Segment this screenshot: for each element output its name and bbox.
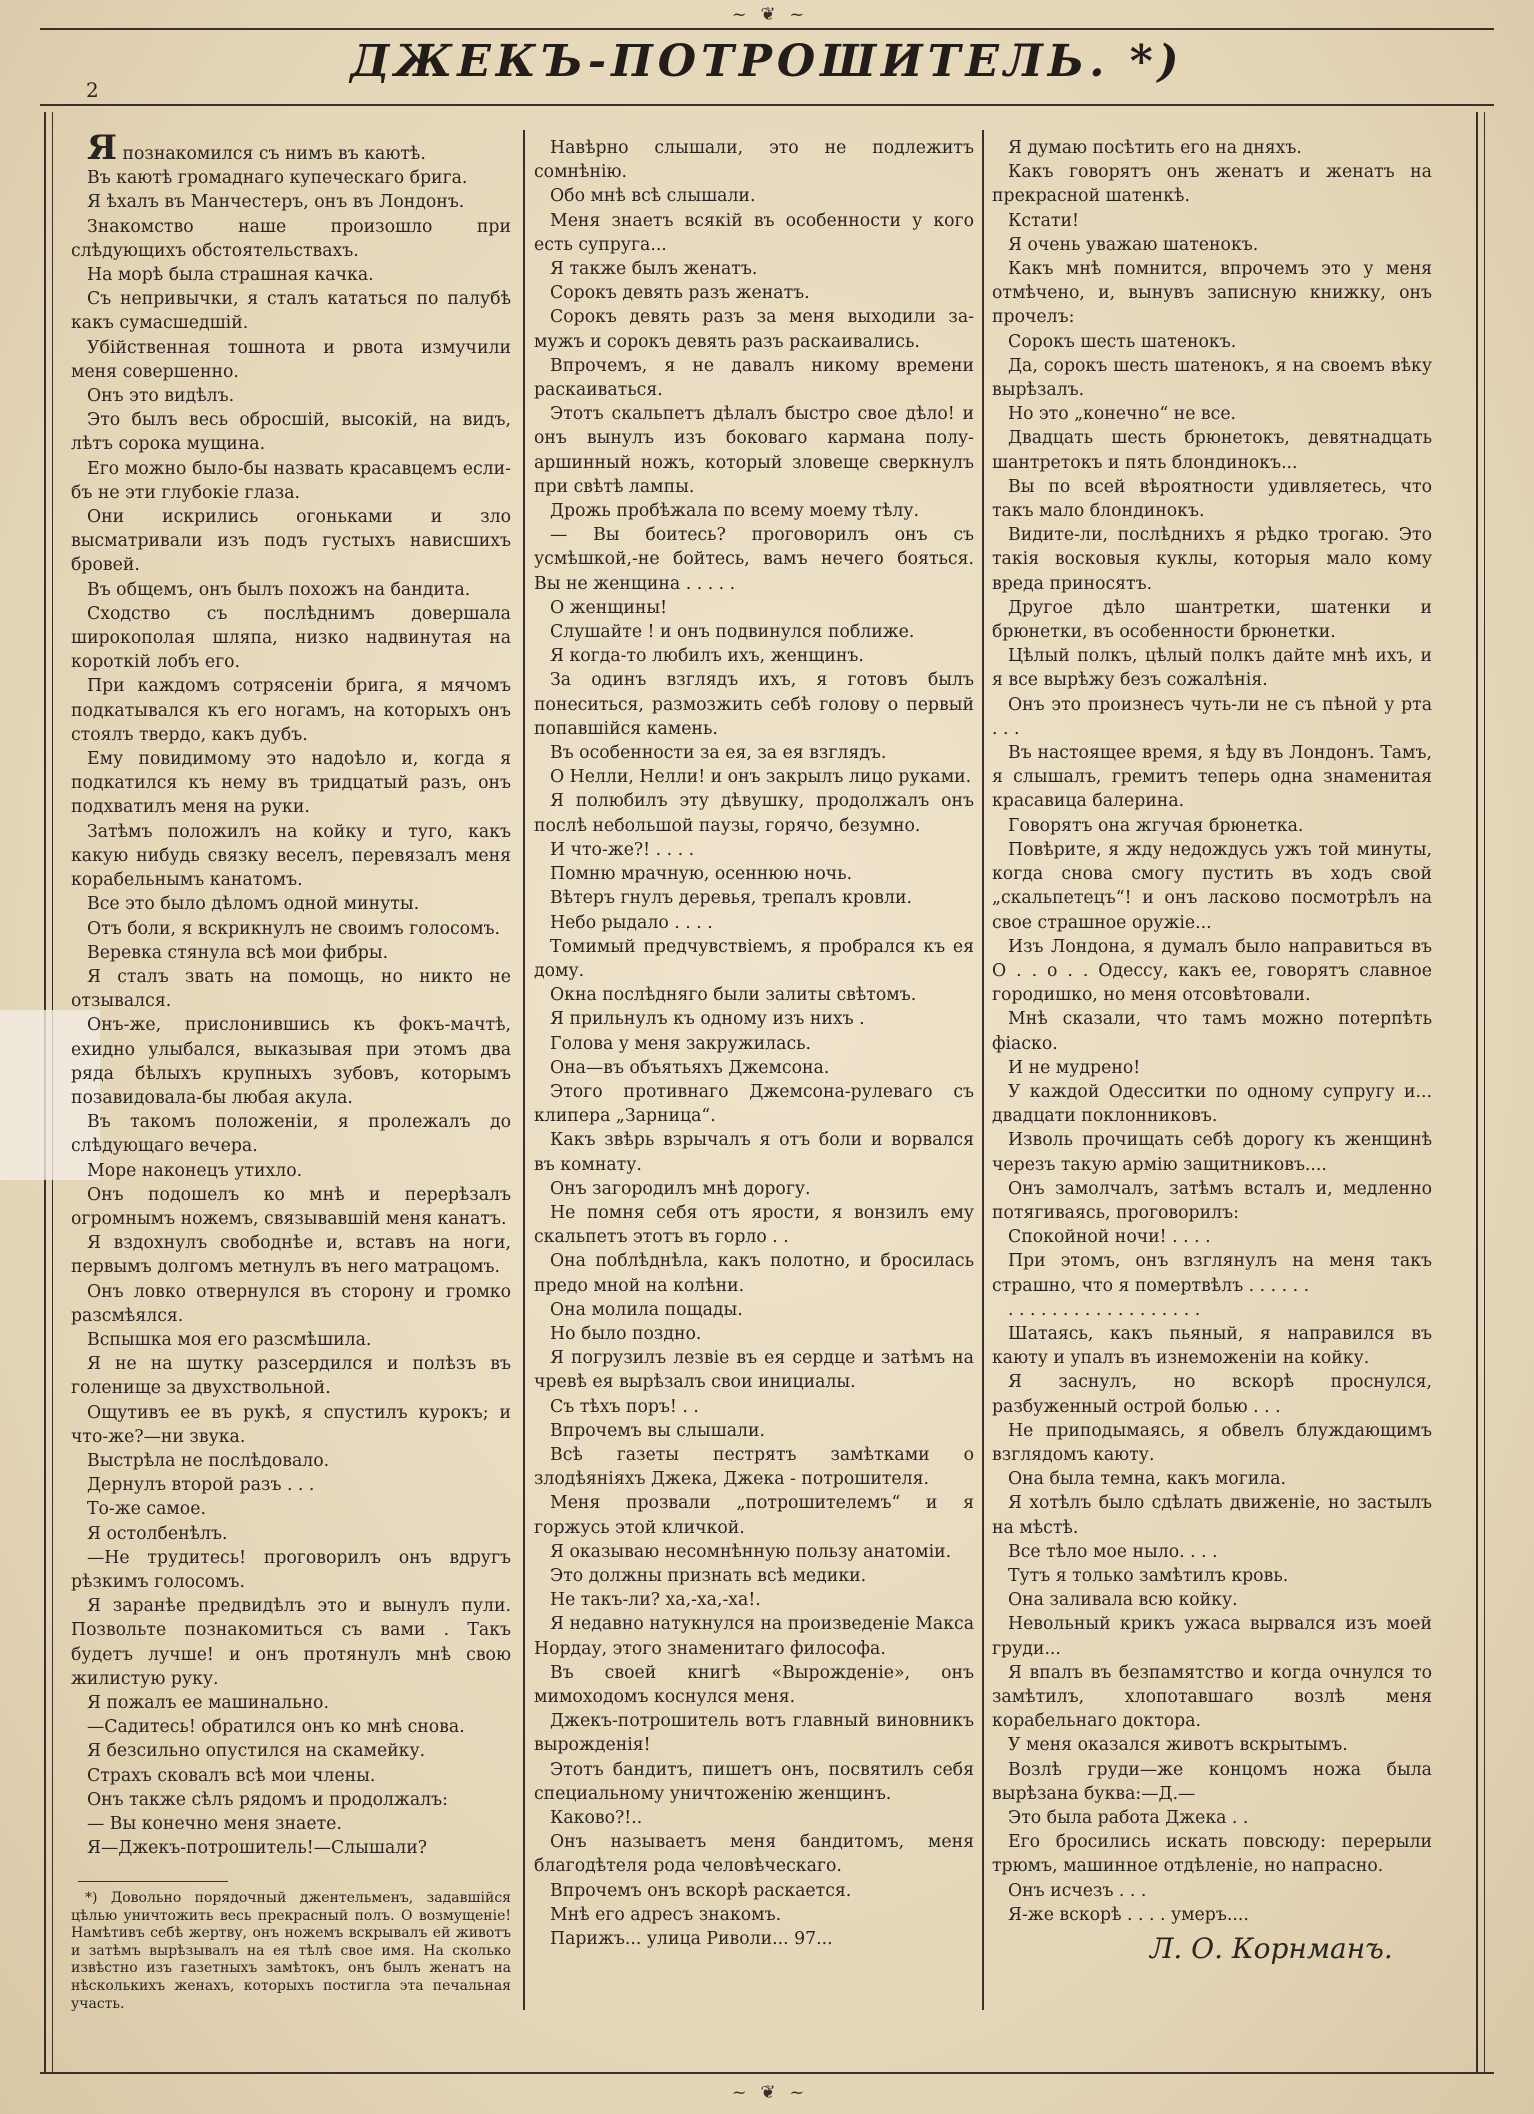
paragraph: То-же самое. xyxy=(87,1499,206,1520)
text-column-2 xyxy=(534,136,974,1951)
paragraph: Кстати! xyxy=(1008,210,1079,231)
paragraph: Джекъ-потрошитель вотъ главный виновникъ вырожденія! xyxy=(534,1711,974,1756)
paragraph: Она заливала всю койку. xyxy=(1008,1590,1238,1611)
paragraph: Я погрузилъ лезвіе въ ея сердце и затѣмъ на чревѣ ея вырѣзалъ свои инициалы. xyxy=(534,1348,974,1393)
paragraph: Онъ исчезъ . . . xyxy=(1008,1880,1147,1901)
paragraph: Обо мнѣ всѣ слышали. xyxy=(550,186,756,207)
paragraph: Впрочемъ, я не давалъ никому времени раскаиваться. xyxy=(534,355,974,401)
paragraph: Онъ замолчалъ, затѣмъ всталъ и, медленно потягиваясь, проговорилъ: xyxy=(992,1178,1432,1223)
paragraph: Онъ также сѣлъ рядомъ и продолжалъ: xyxy=(87,1789,448,1810)
paragraph: Какъ говорятъ онъ женатъ и женатъ на прекрасной шатенкѣ. xyxy=(992,162,1432,207)
paragraph: Спокойной ночи! . . . . xyxy=(1008,1227,1211,1248)
paragraph: Я—Джекъ-потрошитель!—Слышали? xyxy=(87,1838,428,1859)
paragraph: Она поблѣднѣла, какъ полотно, и бросилась предо мной на колѣни. xyxy=(534,1251,974,1296)
paragraph: Я-же вскорѣ . . . . умеръ.... xyxy=(1008,1904,1249,1925)
paragraph: Выстрѣла не послѣдовало. xyxy=(87,1450,330,1471)
paragraph: Какъ звѣрь взрычалъ я отъ боли и ворвался въ комнату. xyxy=(534,1130,974,1175)
paragraph: Тутъ я только замѣтилъ кровь. xyxy=(1008,1565,1289,1586)
paragraph: — Вы боитесь? проговорилъ онъ съ усмѣшкой,-не бойтесь, вамъ нечего бояться. Вы не женщина . . . . . xyxy=(534,525,974,594)
paragraph: Говорятъ она жгучая брюнетка. xyxy=(1008,815,1304,836)
paragraph: Не помня себя отъ ярости, я вонзилъ ему скальпетъ этотъ въ горло . . xyxy=(534,1202,974,1248)
paragraph: Въ общемъ, онъ былъ похожъ на бандита. xyxy=(87,579,471,600)
paragraph: Онъ-же, прислонившись къ фокъ-мачтѣ, ехидно улыбался, выказывая при этомъ два ряда бѣлыхъ крупныхъ зубовъ, которымъ позавидовала-бы любая акула. xyxy=(71,1015,511,1108)
paragraph: Но это „конечно“ не все. xyxy=(1008,404,1237,425)
paragraph: Она была темна, какъ могила. xyxy=(1008,1469,1287,1490)
paragraph: И что-же?! . . . . xyxy=(550,839,695,860)
paragraph: Я заснулъ, но вскорѣ проснулся, разбуженный острой болью . . . xyxy=(992,1372,1432,1417)
paragraph: Голова у меня закружилась. xyxy=(550,1033,812,1054)
paragraph: Двадцать шесть брюнетокъ, девятнадцать шантретокъ и пять блондинокъ... xyxy=(992,428,1432,473)
paragraph: Затѣмъ положилъ на койку и туго, какъ какую нибудь связку веселъ, перевязалъ меня корабельнымъ канатомъ. xyxy=(71,821,511,891)
paragraph: Этотъ бандитъ, пишетъ онъ, посвятилъ себя специальному уничтоженію женщинъ. xyxy=(534,1759,974,1804)
page-title: ДЖЕКЪ-ПОТРОШИТЕЛЬ. *) xyxy=(350,36,1184,87)
paragraph: Я думаю посѣтить его на дняхъ. xyxy=(1008,138,1302,158)
paragraph: Впрочемъ вы слышали. xyxy=(550,1420,766,1441)
paragraph: Этотъ скальпетъ дѣлалъ быстро свое дѣло! и онъ вынулъ изъ боковаго кармана полу-аршинный ножъ, который зловеще сверкнулъ при свѣтѣ лампы. xyxy=(534,404,974,497)
paragraph: Въ настоящее время, я ѣду въ Лондонъ. Тамъ, я слышалъ, гремитъ теперь одна знаменитая красавица балерина. xyxy=(992,743,1432,812)
paragraph: Съ непривычки, я сталъ кататься по палубѣ какъ сумасшедшій. xyxy=(71,289,511,334)
bottom-ornament: ~ ❦ ~ xyxy=(731,2082,809,2103)
paragraph: Онъ подошелъ ко мнѣ и перерѣзалъ огромнымъ ножемъ, связывавшій меня канатъ. xyxy=(71,1184,511,1229)
paragraph: Его можно было-бы назвать красавцемъ если-бъ не эти глубокіе глаза. xyxy=(71,458,511,503)
paragraph: Веревка стянула всѣ мои фибры. xyxy=(87,942,389,963)
paragraph: Сорокъ девять разъ за меня выходили за-мужъ и сорокъ девять разъ раскаивались. xyxy=(534,307,974,352)
paragraph: Впрочемъ онъ вскорѣ раскается. xyxy=(550,1880,852,1901)
paragraph: Не приподымаясь, я обвелъ блуждающимъ взглядомъ каюту. xyxy=(992,1420,1432,1465)
text-column-1 xyxy=(71,128,511,1860)
paragraph: Я оказываю несомнѣнную пользу анатоміи. xyxy=(550,1541,952,1562)
paragraph: Вы по всей вѣроятности удивляетесь, что такъ мало блондинокъ. xyxy=(992,476,1432,522)
paragraph: Да, сорокъ шесть шатенокъ, я на своемъ вѣку вырѣзалъ. xyxy=(992,355,1432,401)
paragraph: Я безсильно опустился на скамейку. xyxy=(87,1741,426,1762)
page-number: 2 xyxy=(86,78,99,102)
paragraph: Дрожь пробѣжала по всему моему тѣлу. xyxy=(550,501,920,522)
paragraph: Я заранѣе предвидѣлъ это и вынулъ пули. Позвольте познакомиться съ вами . Такъ будетъ лучше! и онъ протянулъ мнѣ свою жилистую руку. xyxy=(71,1596,511,1689)
paragraph: Каково?!.. xyxy=(550,1808,643,1829)
paragraph: Томимый предчувствіемъ, я пробрался къ ея дому. xyxy=(534,936,974,981)
paragraph: Я остолбенѣлъ. xyxy=(87,1523,228,1544)
paragraph: Я когда-то любилъ ихъ, женщинъ. xyxy=(550,646,864,667)
paragraph: Въ особенности за ея, за ея взглядъ. xyxy=(550,743,887,764)
paragraph: Окна послѣдняго были залиты свѣтомъ. xyxy=(550,985,917,1006)
paragraph: Я впалъ въ безпамятство и когда очнулся то замѣтилъ, хлопотавшаго возлѣ меня корабельнаго доктора. xyxy=(992,1662,1432,1732)
paragraph: Вспышка моя его разсмѣшила. xyxy=(87,1329,372,1350)
paragraph: Мнѣ его адресъ знакомъ. xyxy=(550,1904,782,1925)
paragraph: Все это было дѣломъ одной минуты. xyxy=(87,894,420,915)
paragraph: Въ своей книгѣ «Вырожденіе», онъ мимоходомъ коснулся меня. xyxy=(534,1662,974,1707)
paragraph: Ему повидимому это надоѣло и, когда я подкатился къ нему въ тридцатый разъ, онъ подхватилъ меня на руки. xyxy=(71,749,511,818)
paragraph: Меня прозвали „потрошителемъ“ и я горжусь этой кличкой. xyxy=(534,1493,974,1538)
top-rule xyxy=(40,28,1494,30)
paragraph: Слушайте ! и онъ подвинулся поближе. xyxy=(550,622,915,643)
paragraph: Она—въ объятьяхъ Джемсона. xyxy=(550,1057,830,1078)
paragraph: Меня знаетъ всякій въ особенности у кого есть супруга... xyxy=(534,210,974,255)
paragraph: Сорокъ шесть шатенокъ. xyxy=(1008,331,1237,352)
column-divider-1 xyxy=(523,130,525,2010)
paragraph: Онъ это видѣлъ. xyxy=(87,386,235,407)
paragraph: Я также былъ женатъ. xyxy=(550,259,758,280)
paragraph: Небо рыдало . . . . xyxy=(550,912,713,933)
paragraph: Навѣрно слышали, это не подлежитъ сомнѣнію. xyxy=(534,138,974,183)
paragraph: Онъ загородилъ мнѣ дорогу. xyxy=(550,1178,811,1199)
paragraph: Я сталъ звать на помощь, но никто не отзывался. xyxy=(71,966,511,1012)
paragraph: Они искрились огоньками и зло высматривали изъ подъ густыхъ нависшихъ бровей. xyxy=(71,507,511,576)
paragraph: Не такъ-ли? ха,-ха,-ха!. xyxy=(550,1590,761,1611)
paragraph: Онъ это произнесъ чуть-ли не съ пѣной у рта . . . xyxy=(992,694,1432,739)
paragraph: Море наконецъ утихло. xyxy=(87,1160,303,1181)
paragraph: . . . . . . . . . . . . . . . . . . xyxy=(1008,1299,1201,1320)
author-signature: Л. О. Корнманъ. xyxy=(1150,1932,1393,1965)
paragraph: Но было поздно. xyxy=(550,1323,702,1344)
paragraph: Другое дѣло шантретки, шатенки и брюнетки, въ особенности брюнетки. xyxy=(992,597,1432,643)
paragraph: Страхъ сковалъ всѣ мои члены. xyxy=(87,1765,376,1786)
paragraph: Его бросились искать повсюду: перерыли трюмъ, машинное отдѣленіе, но напрасно. xyxy=(992,1832,1432,1877)
paragraph: Парижъ... улица Риволи... 97... xyxy=(550,1929,833,1950)
paragraph: У каждой Одесситки по одному супругу и... двадцати поклонниковъ. xyxy=(992,1081,1432,1127)
paragraph: Цѣлый полкъ, цѣлый полкъ дайте мнѣ ихъ, и я все вырѣжу безъ сожалѣнія. xyxy=(992,646,1432,691)
footnote xyxy=(71,1890,511,2013)
paragraph: Она молила пощады. xyxy=(550,1299,743,1320)
paragraph: Сходство съ послѣднимъ довершала широкополая шляпа, низко надвинутая на короткій лобъ его. xyxy=(71,603,511,673)
paragraph: Я прильнулъ къ одному изъ нихъ . xyxy=(550,1009,865,1030)
paragraph: О женщины! xyxy=(550,597,668,618)
paragraph: Этого противнаго Джемсона-рулеваго съ клипера „Зарница“. xyxy=(534,1081,974,1127)
paragraph: Вѣтеръ гнулъ деревья, трепалъ кровли. xyxy=(550,888,912,909)
paragraph: Изволь прочищать себѣ дорогу къ женщинѣ черезъ такую армію защитниковъ.... xyxy=(992,1130,1432,1175)
paragraph: Изъ Лондона, я думалъ было направиться въ О . . о . . Одессу, какъ ее, говорятъ славное городишко, но меня отсовѣтовали. xyxy=(992,936,1432,1006)
paragraph: Знакомство наше произошло при слѣдующихъ обстоятельствахъ. xyxy=(71,216,511,261)
paragraph: Онъ называетъ меня бандитомъ, меня благодѣтеля рода человѣческаго. xyxy=(534,1832,974,1877)
paragraph: Въ такомъ положеніи, я пролежалъ до слѣдующаго вечера. xyxy=(71,1112,511,1157)
paragraph: Помню мрачную, осеннюю ночь. xyxy=(550,864,853,885)
column-divider-2 xyxy=(982,130,984,2010)
paragraph: Сорокъ девять разъ женатъ. xyxy=(550,283,810,304)
paragraph: Дернулъ второй разъ . . . xyxy=(87,1475,315,1496)
paragraph: Шатаясь, какъ пьяный, я направился въ каюту и упалъ въ изнеможеніи на койку. xyxy=(992,1323,1432,1369)
paragraph: —Садитесь! обратился онъ ко мнѣ снова. xyxy=(87,1717,465,1738)
paragraph: За одинъ взглядъ ихъ, я готовъ былъ понеситься, размозжить себѣ голову о первый попавшійся камень. xyxy=(534,670,974,739)
bottom-rule xyxy=(40,2072,1494,2074)
top-ornament: ~ ❦ ~ xyxy=(731,4,809,25)
paragraph: Я полюбилъ эту дѣвушку, продолжалъ онъ послѣ небольшой паузы, горячо, безумно. xyxy=(534,791,974,836)
paragraph: Я хотѣлъ было сдѣлать движеніе, но застылъ на мѣстѣ. xyxy=(992,1493,1432,1538)
footnote-text: *) Довольно порядочный джентельменъ, задавшійся цѣлью уничтожить весь прекрасный полъ. О возмущеніе! Намѣтивъ себѣ жертву, онъ ножемъ вскрывалъ ей животъ и затѣмъ вырѣзывалъ на ея тѣлѣ свое имя. На сколько извѣстно изъ газетныхъ замѣтокъ, онъ былъ женатъ на нѣсколькихъ женахъ, которыхъ постигла эта печальная участь. xyxy=(71,1890,511,2012)
paragraph: Я очень уважаю шатенокъ. xyxy=(1008,234,1259,255)
paragraph: У меня оказался животъ вскрытымъ. xyxy=(1008,1735,1348,1756)
paragraph: Всѣ газеты пестрятъ замѣтками о злодѣяніяхъ Джека, Джека - потрошителя. xyxy=(534,1444,974,1490)
paragraph: Это была работа Джека . . xyxy=(1008,1808,1249,1829)
paragraph: Я недавно натукнулся на произведеніе Макса Нордау, этого знаменитаго философа. xyxy=(534,1614,974,1659)
paragraph: Это былъ весь обросшій, высокій, на видъ, лѣтъ сорока мущина. xyxy=(71,410,511,455)
paragraph: Я познакомился съ нимъ въ каютѣ. xyxy=(87,128,426,168)
paragraph: Отъ боли, я вскрикнулъ не своимъ голосомъ. xyxy=(87,918,500,939)
paragraph: Невольный крикъ ужаса вырвался изъ моей груди... xyxy=(992,1614,1432,1659)
paragraph: И не мудрено! xyxy=(1008,1057,1141,1078)
paragraph: Съ тѣхъ поръ! . . xyxy=(550,1396,699,1417)
paragraph: Я не на шутку разсердился и полѣзъ въ голенище за двухствольной. xyxy=(71,1354,511,1399)
paragraph: Я ѣхалъ въ Манчестеръ, онъ въ Лондонъ. xyxy=(87,192,465,213)
footnote-rule xyxy=(78,1881,228,1882)
paragraph: Въ каютѣ громаднаго купеческаго брига. xyxy=(87,168,468,189)
paragraph: Все тѣло мое ныло. . . . xyxy=(1008,1541,1218,1562)
paragraph: Видите-ли, послѣднихъ я рѣдко трогаю. Это такія восковыя куклы, которыя мало кому вреда приносятъ. xyxy=(992,525,1432,594)
paragraph: Какъ мнѣ помнится, впрочемъ это у меня отмѣчено, и, вынувъ записную книжку, онъ прочелъ: xyxy=(992,259,1432,328)
paragraph: Повѣрите, я жду недождусь ужъ той минуты, когда снова смогу пустить въ ходъ свой „скальпетецъ“! и онъ ласково посмотрѣлъ на свое страшное оружіе... xyxy=(992,839,1432,933)
paragraph: На морѣ была страшная качка. xyxy=(87,265,374,286)
title-rule xyxy=(40,104,1494,106)
paragraph: О Нелли, Нелли! и онъ закрылъ лицо руками. xyxy=(550,767,972,788)
right-frame-border xyxy=(1476,112,1485,2072)
paragraph: Онъ ловко отвернулся въ сторону и громко разсмѣялся. xyxy=(71,1281,511,1326)
paragraph: —Не трудитесь! проговорилъ онъ вдругъ рѣзкимъ голосомъ. xyxy=(71,1547,511,1592)
paragraph: При этомъ, онъ взглянулъ на меня такъ страшно, что я помертвѣлъ . . . . . . xyxy=(992,1251,1432,1296)
paragraph: Убійственная тошнота и рвота измучили меня совершенно. xyxy=(71,337,511,382)
paragraph: Возлѣ груди—же концомъ ножа была вырѣзана буква:—Д.— xyxy=(992,1759,1432,1804)
paragraph: Мнѣ сказали, что тамъ можно потерпѣть фіаско. xyxy=(992,1009,1432,1054)
paragraph: Это должны признать всѣ медики. xyxy=(550,1565,867,1586)
paragraph: — Вы конечно меня знаете. xyxy=(87,1814,342,1835)
paragraph: Я пожалъ ее машинально. xyxy=(87,1693,329,1713)
paragraph: Я вздохнулъ свободнѣе и, вставъ на ноги, первымъ долгомъ метнулъ въ него матрацомъ. xyxy=(71,1233,511,1278)
text-column-3 xyxy=(992,136,1432,1927)
paragraph: Ощутивъ ее въ рукѣ, я спустилъ курокъ; и что-же?—ни звука. xyxy=(71,1402,511,1447)
paragraph: При каждомъ сотрясеніи брига, я мячомъ подкатывался къ его ногамъ, на которыхъ онъ стоялъ твердо, какъ дубъ. xyxy=(71,676,511,745)
